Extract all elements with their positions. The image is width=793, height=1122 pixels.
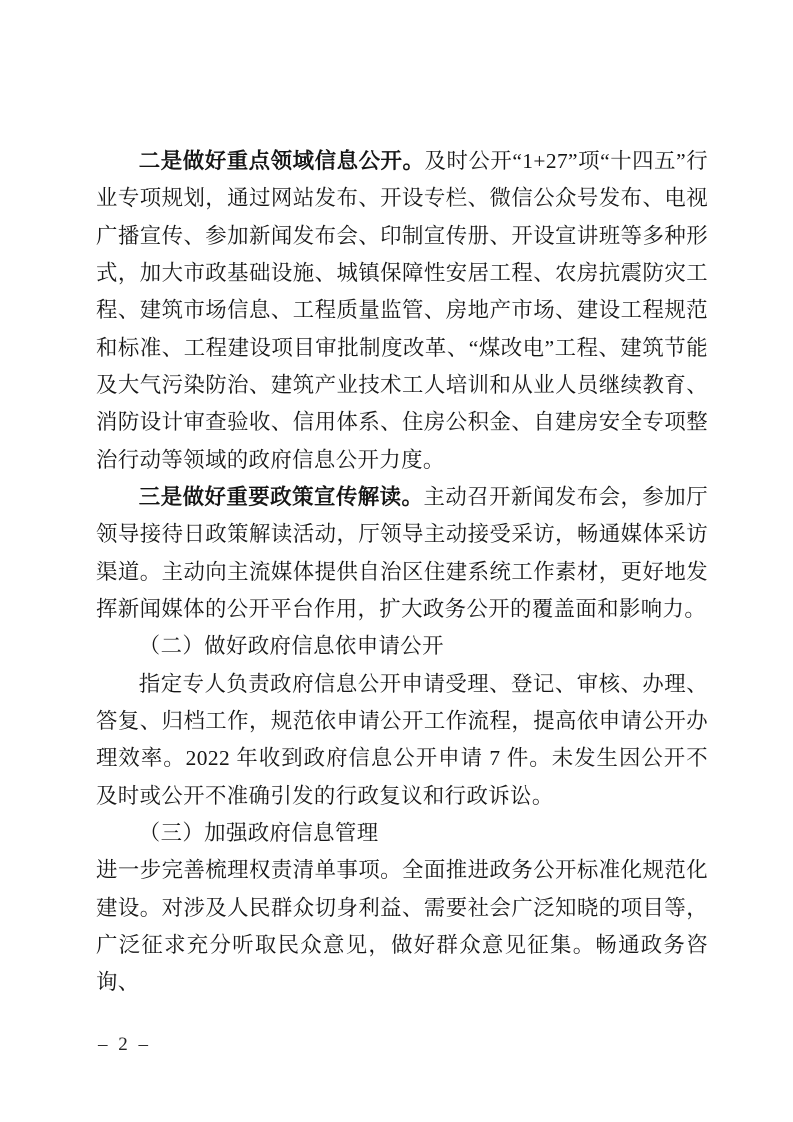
section-subheading [96, 628, 708, 665]
document-paragraph [96, 666, 708, 815]
paragraph-text: 进一步完善梳理权责清单事项。全面推进政务公开标准化规范化建设。对涉及人民群众切身利益、需要社会广泛知晓的项目等，广泛征求充分听取民众意见，做好群众意见征集。畅通政务咨询、 [96, 858, 708, 995]
document-paragraph [96, 143, 708, 479]
paragraph-lead-bold: 二是做好重点领域信息公开。 [138, 149, 425, 173]
paragraph-text: （二）做好政府信息依申请公开 [138, 634, 444, 659]
document-body [96, 143, 708, 1002]
paragraph-lead-bold: 三是做好重要政策宣传解读。 [138, 484, 424, 509]
paragraph-text: 主动召开新闻发布会，参加厅领导接待日政策解读活动，厅领导主动接受采访，畅通媒体采访渠道。主动向主流媒体提供自治区住建系统工作素材，更好地发挥新闻媒体的公开平台作用，扩大政务公开的覆盖面和影响力。 [96, 484, 708, 621]
document-paragraph [96, 852, 708, 1001]
page-number: – 2 – [98, 1034, 151, 1055]
paragraph-text: （三）加强政府信息管理 [138, 820, 379, 845]
section-subheading [96, 815, 708, 852]
paragraph-text: 及时公开“1+27”项“十四五”行业专项规划，通过网站发布、开设专栏、微信公众号发布、电视广播宣传、参加新闻发布会、印制宣传册、开设宣讲班等多种形式，加大市政基础设施、城镇保障性安居工程、农房抗震防灾工程、建筑市场信息、工程质量监管、房地产市场、建设工程规范和标准、工程建设项目审批制度改革、“煤改电”工程、建筑节能及大气污染防治、建筑产业技术工人培训和从业人员继续教育、消防设计审查验收、信用体系、住房公积金、自建房安全专项整治行动等领域的政府信息公开力度。 [96, 149, 708, 472]
paragraph-text: 指定专人负责政府信息公开申请受理、登记、审核、办理、答复、归档工作，规范依申请公开工作流程，提高依申请公开办理效率。2022 年收到政府信息公开申请 7 件。未发生因公开不及时或公开不准确引发的行政复议和行政诉讼。 [96, 671, 708, 808]
document-paragraph [96, 479, 708, 628]
